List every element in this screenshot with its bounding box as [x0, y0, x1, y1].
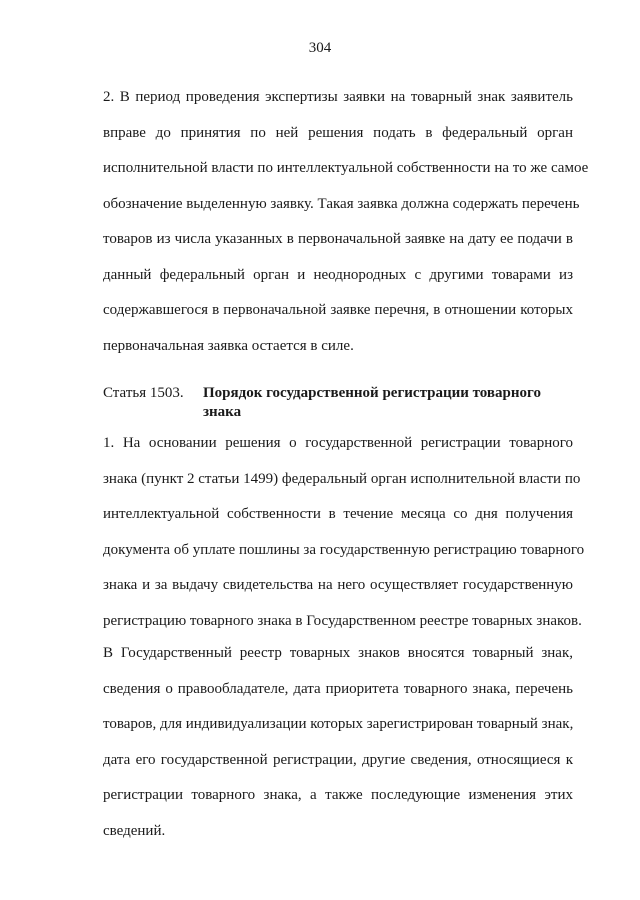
paragraph-line: знака и за выдачу свидетельства на него осуществляет государственную [103, 577, 573, 593]
paragraph-line: обозначение выделенную заявку. Такая заявка должна содержать перечень [103, 195, 580, 212]
article-paragraph-2 [103, 636, 573, 849]
paragraph-line: интеллектуальной собственности в течение месяца со дня получения [103, 506, 573, 522]
paragraph-line: исполнительной власти по интеллектуальной собственности на то же самое [103, 160, 589, 176]
paragraph-line: товаров, для индивидуализации которых зарегистрирован товарный знак, [103, 716, 574, 732]
paragraph-2 [103, 80, 589, 364]
paragraph-line: документа об уплате пошлины за государственную регистрацию товарного [103, 541, 585, 558]
paragraph-line: регистрации товарного знака, а также последующие изменения этих [103, 787, 573, 803]
paragraph-line: знака (пункт 2 статьи 1499) федеральный орган исполнительной власти по [103, 470, 581, 487]
paragraph-line: данный федеральный орган и неоднородных с другими товарами из [103, 266, 573, 283]
paragraph-line: вправе до принятия по ней решения подать в федеральный орган [103, 124, 573, 141]
paragraph-line: товаров из числа указанных в первоначальной заявке на дату ее подачи в [103, 231, 573, 247]
paragraph-line: В Государственный реестр товарных знаков вносятся товарный знак, [103, 645, 573, 661]
paragraph-line: сведения о правообладателе, дата приоритета товарного знака, перечень [103, 680, 573, 697]
paragraph-line: содержавшегося в первоначальной заявке перечня, в отношении которых [103, 302, 573, 318]
paragraph-line: регистрацию товарного знака в Государственном реестре товарных знаков. [103, 612, 582, 629]
paragraph-line: 1. На основании решения о государственной регистрации товарного [103, 435, 573, 451]
page-number: 304 [308, 40, 332, 56]
article-title: Порядок государственной регистрации товарного знака [203, 385, 541, 420]
article-paragraph-1 [103, 426, 585, 639]
paragraph-line: первоначальная заявка остается в силе. [103, 337, 354, 354]
paragraph-line: 2. В период проведения экспертизы заявки на товарный знак заявитель [103, 89, 573, 105]
paragraph-line: дата его государственной регистрации, другие сведения, относящиеся к [103, 751, 573, 768]
article-label: Статья 1503. [103, 385, 184, 401]
paragraph-line: сведений. [103, 822, 166, 839]
